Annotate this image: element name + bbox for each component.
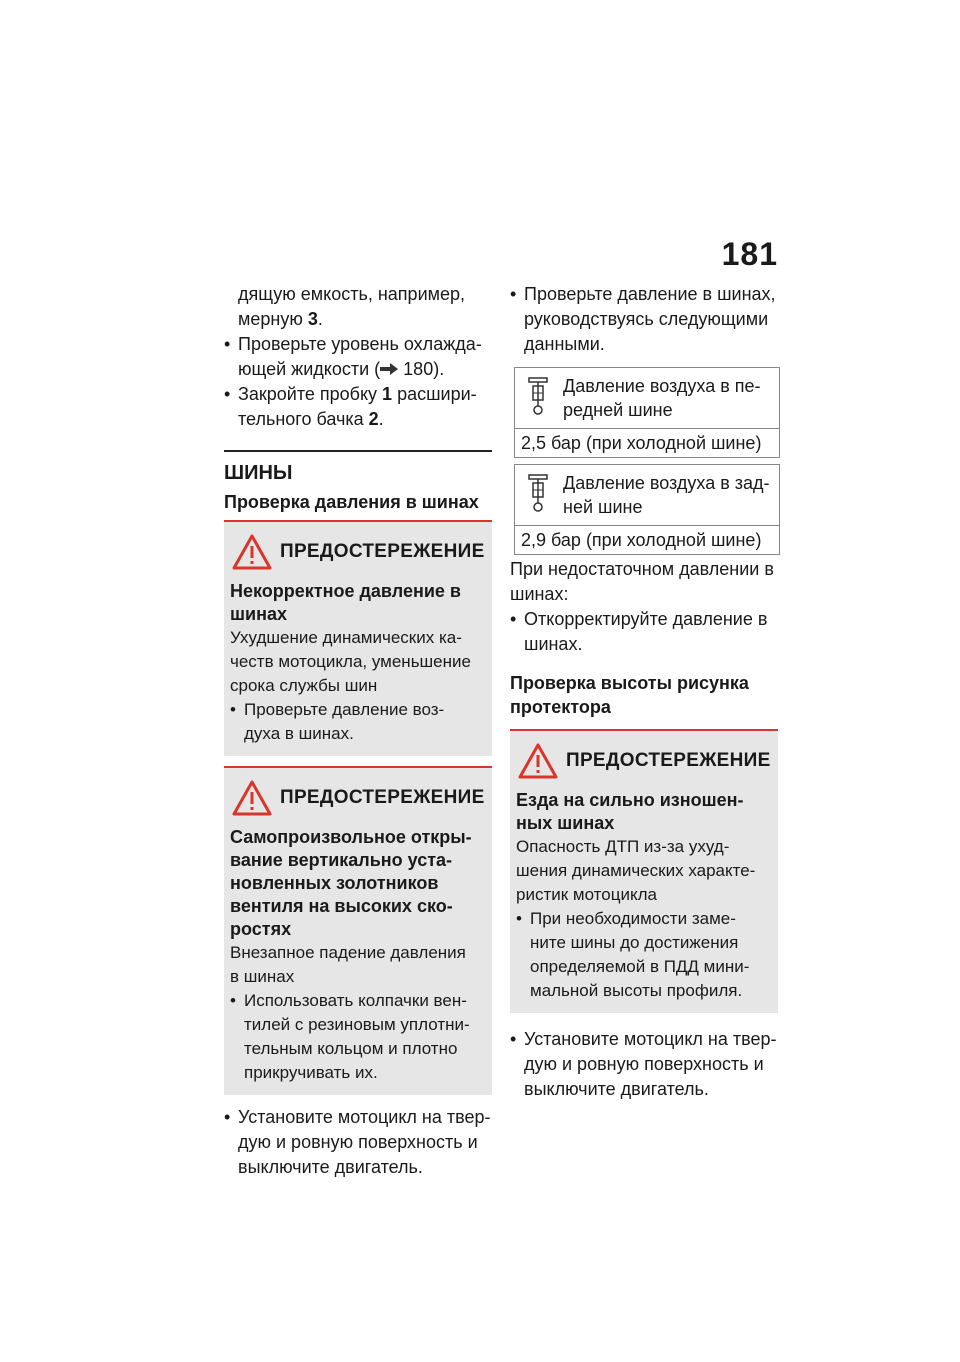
text: вентиля на высоких ско- (230, 896, 453, 916)
text: выключите двигатель. (524, 1079, 709, 1099)
tire-pressure-gauge-icon (527, 376, 549, 416)
tire-pressure-gauge-icon (527, 473, 549, 513)
text: ростях (230, 919, 292, 939)
text: ните шины до достижения (530, 933, 739, 952)
warning-title: ПРЕДОСТЕРЕЖЕНИЕ (280, 787, 485, 808)
text: мерную (238, 309, 308, 329)
text: протектора (510, 697, 611, 717)
right-column (510, 282, 778, 1102)
text: редней шине (563, 400, 673, 420)
warning-text (230, 941, 486, 989)
list-item (224, 332, 492, 382)
warning-text (516, 835, 772, 907)
paragraph: дящую емкость, например, (238, 284, 466, 304)
text: мальной высоты профиля. (530, 981, 743, 1000)
subsection-title: Проверка давления в шинах (224, 492, 479, 512)
spec-value: 2,5 бар (при холодной шине) (521, 433, 762, 453)
spec-label (563, 374, 761, 422)
text: • Использовать колпачки вен- (244, 991, 467, 1010)
text: ных шинах (516, 813, 615, 833)
text: честв мотоцикла, уменьшение (230, 652, 471, 671)
page-number: 181 (721, 236, 778, 272)
warning-text (230, 626, 486, 698)
paragraph (224, 307, 492, 332)
warning-subtitle (230, 580, 486, 626)
text: вание вертикально уста- (230, 850, 453, 870)
warning-box (510, 729, 778, 1013)
list-item (224, 1105, 492, 1180)
paragraph (510, 557, 778, 607)
ref-number: 3 (307, 309, 318, 329)
text: • Проверьте уровень охлажда- (238, 334, 482, 354)
text: в шинах (230, 967, 295, 986)
left-column (224, 282, 492, 1180)
spec-value: 2,9 бар (при холодной шине) (521, 530, 762, 550)
warning-triangle-icon (232, 780, 272, 816)
text: расшири- (392, 384, 477, 404)
text: Внезапное падение давления (230, 943, 466, 962)
text: дую и ровную поверхность и (238, 1132, 478, 1152)
text: Давление воздуха в пе- (563, 376, 761, 396)
list-item (224, 382, 492, 432)
text: Некорректное давление в (230, 581, 461, 601)
warning-box (224, 520, 492, 756)
text: тилей с резиновым уплотни- (244, 1015, 470, 1034)
ref-number: 2 (368, 409, 379, 429)
text: ней шине (563, 497, 643, 517)
text: • Установите мотоцикл на твер- (238, 1107, 491, 1127)
warning-title: ПРЕДОСТЕРЕЖЕНИЕ (566, 750, 771, 771)
text: шинах: (510, 584, 569, 604)
warning-triangle-icon (518, 743, 558, 779)
text: Давление воздуха в зад- (563, 473, 770, 493)
section-divider (224, 450, 492, 452)
list-item (510, 282, 778, 357)
list-item (516, 907, 772, 1003)
section-title: ШИНЫ (224, 462, 293, 484)
text: шинах. (524, 634, 583, 654)
text: • Проверьте давление воз- (244, 700, 445, 719)
warning-triangle-icon (232, 534, 272, 570)
arrow-right-icon (380, 357, 398, 382)
text: тельного бачка (238, 409, 369, 429)
warning-subtitle (516, 789, 772, 835)
text: срока службы шин (230, 676, 378, 695)
text: новленных золотников (230, 873, 439, 893)
text: выключите двигатель. (238, 1157, 423, 1177)
text: Езда на сильно изношен- (516, 790, 744, 810)
warning-box (224, 766, 492, 1095)
text: • Установите мотоцикл на твер- (524, 1029, 777, 1049)
text: • При необходимости заме- (530, 909, 736, 928)
text: руководствуясь следующими (524, 309, 769, 329)
text: ющей жидкости ( (238, 359, 381, 379)
text: шинах (230, 604, 287, 624)
text: определяемой в ПДД мини- (530, 957, 750, 976)
text: дую и ровную поверхность и (524, 1054, 764, 1074)
list-item (230, 698, 486, 746)
text: ристик мотоцикла (516, 885, 657, 904)
text: данными. (524, 334, 605, 354)
ref-number: 1 (382, 384, 393, 404)
text: Проверка высоты рисунка (510, 673, 749, 693)
list-item (510, 1027, 778, 1102)
text: тельным кольцом и плотно (244, 1039, 458, 1058)
text: . (317, 309, 323, 329)
warning-subtitle (230, 826, 486, 941)
text: Закройте пробку (238, 384, 383, 404)
text: ). (433, 359, 445, 379)
text: • Проверьте давление в шинах, (524, 284, 776, 304)
text: При недостаточном давлении в (510, 559, 774, 579)
text: шения динамических характе- (516, 861, 756, 880)
spec-box-rear-pressure (514, 464, 780, 555)
text: Самопроизвольное откры- (230, 827, 472, 847)
text: . (378, 409, 384, 429)
subsection-title (510, 671, 778, 719)
spec-box-front-pressure (514, 367, 780, 458)
warning-title: ПРЕДОСТЕРЕЖЕНИЕ (280, 541, 485, 562)
page-ref[interactable]: 180 (403, 359, 434, 379)
list-item (230, 989, 486, 1085)
text: • Откорректируйте давление в (524, 609, 768, 629)
text: духа в шинах. (244, 724, 354, 743)
list-item (510, 607, 778, 657)
text: Ухудшение динамических ка- (230, 628, 462, 647)
spec-label (563, 471, 770, 519)
text: прикручивать их. (244, 1063, 378, 1082)
text: Опасность ДТП из-за ухуд- (516, 837, 730, 856)
